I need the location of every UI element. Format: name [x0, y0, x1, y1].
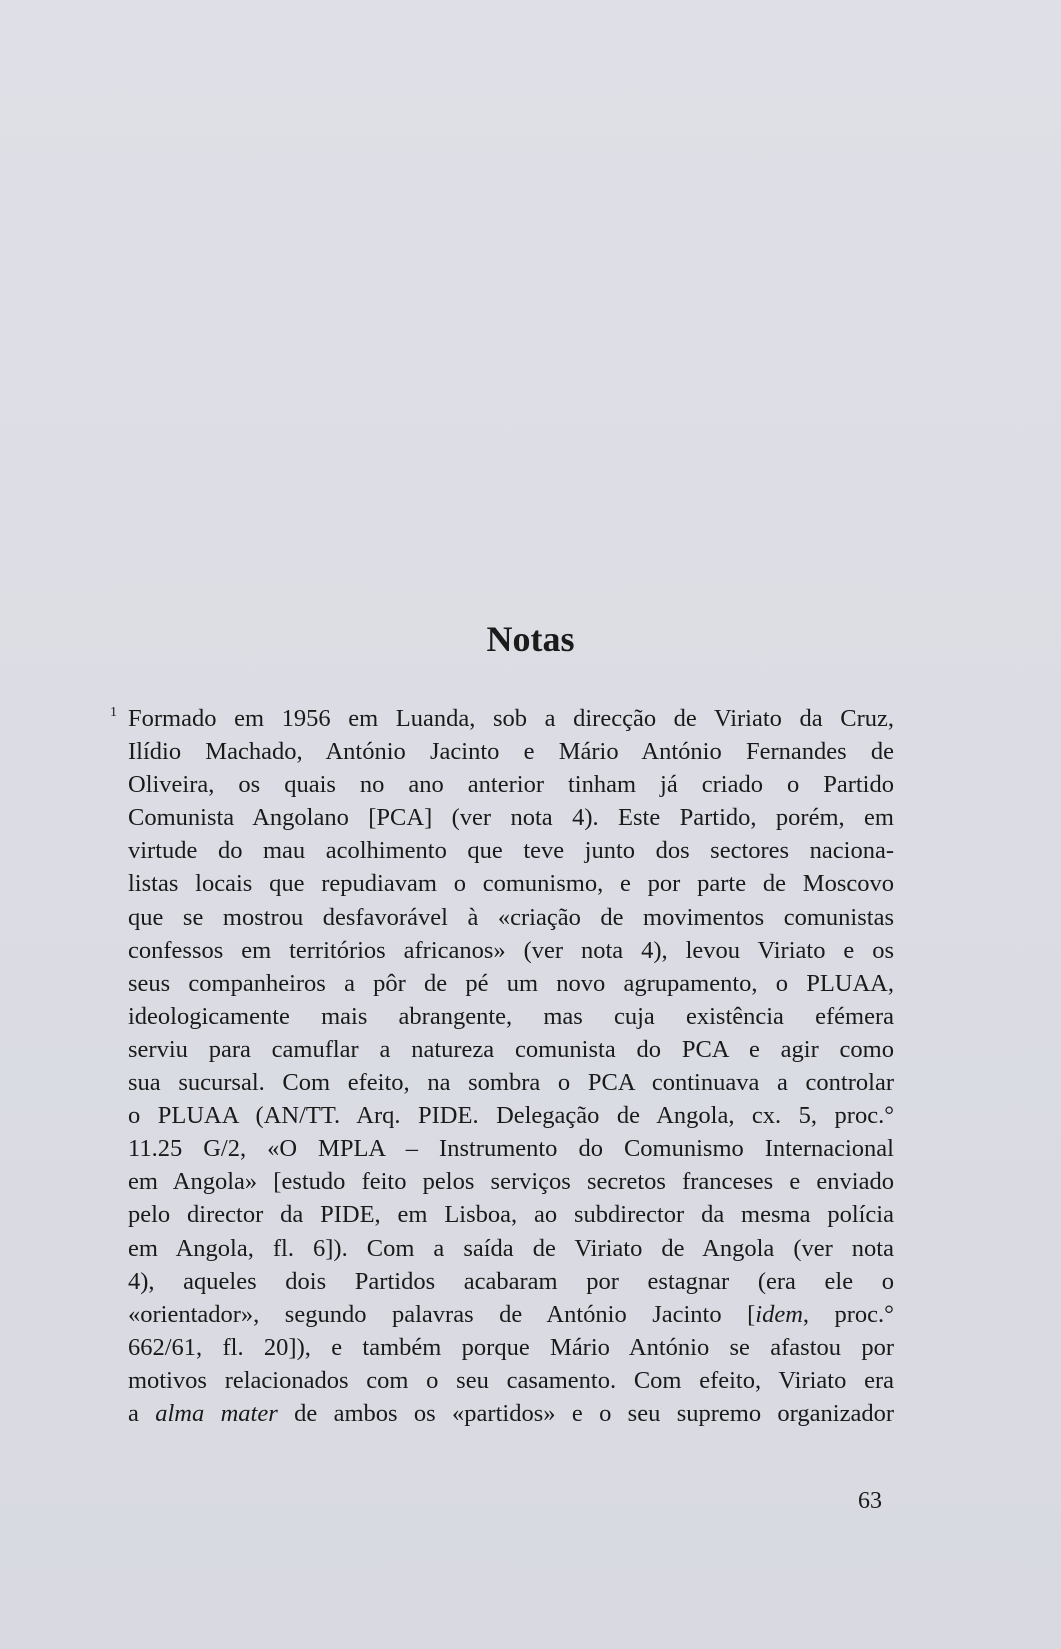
footnote-line: 11.25 G/2, «O MPLA – Instrumento do Comunismo Internacional	[128, 1135, 894, 1163]
footnote-line: 4), aqueles dois Partidos acabaram por estagnar (era ele o	[128, 1267, 894, 1295]
footnote-line: Oliveira, os quais no ano anterior tinham já criado o Partido	[128, 771, 894, 799]
footnote-marker: 1	[110, 705, 117, 720]
footnote-line: pelo director da PIDE, em Lisboa, ao subdirector da mesma polícia	[128, 1201, 894, 1229]
footnote-line: o PLUAA (AN/TT. Arq. PIDE. Delegação de Angola, cx. 5, proc.°	[128, 1102, 894, 1130]
page-number: 63	[858, 1488, 882, 1514]
footnote-line: Formado em 1956 em Luanda, sob a direcção de Viriato da Cruz,	[128, 705, 894, 732]
footnote-line: motivos relacionados com o seu casamento. Com efeito, Viriato era	[128, 1366, 894, 1394]
footnote-line: a alma mater de ambos os «partidos» e o seu supremo organizador	[128, 1399, 894, 1427]
footnote-line: «orientador», segundo palavras de António Jacinto [idem, proc.°	[128, 1300, 894, 1328]
footnote-line: listas locais que repudiavam o comunismo, e por parte de Moscovo	[128, 870, 894, 898]
footnote-line: confessos em territórios africanos» (ver nota 4), levou Viriato e os	[128, 936, 894, 964]
footnote-line: virtude do mau acolhimento que teve junto dos sectores naciona-	[128, 837, 894, 865]
footnote-line: serviu para camuflar a natureza comunista do PCA e agir como	[128, 1035, 894, 1063]
footnote-line: seus companheiros a pôr de pé um novo agrupamento, o PLUAA,	[128, 969, 894, 997]
footnote-line: que se mostrou desfavorável à «criação de movimentos comunistas	[128, 903, 894, 931]
footnote-line: sua sucursal. Com efeito, na sombra o PCA continuava a controlar	[128, 1069, 894, 1097]
footnote-1	[110, 702, 894, 1430]
footnote-line: ideologicamente mais abrangente, mas cuja existência efémera	[128, 1002, 894, 1030]
section-heading: Notas	[486, 619, 575, 659]
footnote-line: Ilídio Machado, António Jacinto e Mário António Fernandes de	[128, 738, 894, 766]
footnote-line: Comunista Angolano [PCA] (ver nota 4). Este Partido, porém, em	[128, 804, 894, 832]
footnote-line: em Angola, fl. 6]). Com a saída de Viriato de Angola (ver nota	[128, 1234, 894, 1262]
footnote-line: 662/61, fl. 20]), e também porque Mário António se afastou por	[128, 1333, 894, 1361]
footnote-line: em Angola» [estudo feito pelos serviços secretos franceses e enviado	[128, 1168, 894, 1196]
